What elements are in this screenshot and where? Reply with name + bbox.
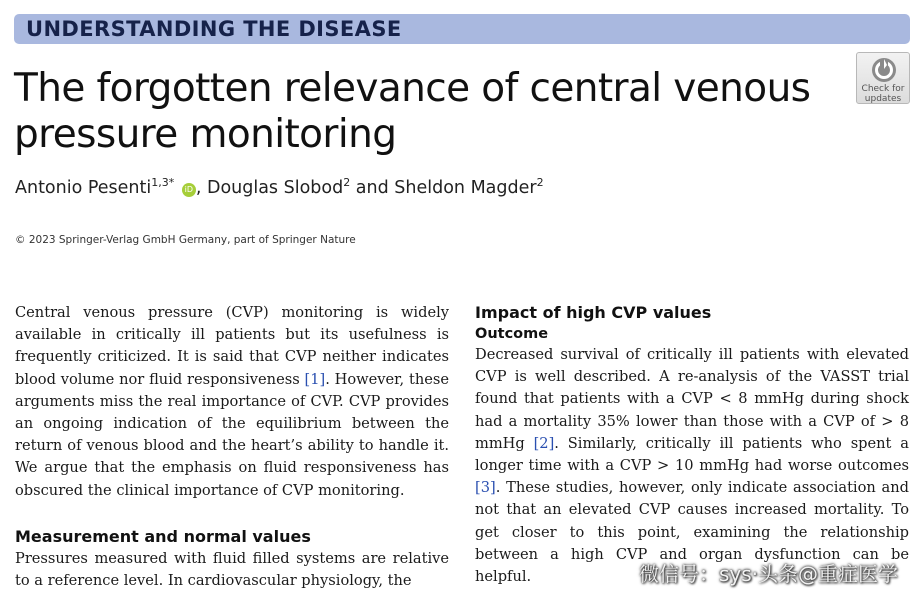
section-heading: Measurement and normal values bbox=[15, 526, 311, 546]
outcome-paragraph: Decreased survival of critically ill patients with elevated CVP is well described. A re-analysis of the VASST trial found that patients with a CVP < 8 mmHg during shock had a mortality 35% lower than those with a CVP of > 8 mmHg [2]. Similarly, critically ill patients who spent a longer time with a CVP > 10 mmHg had worse outcomes [3]. These studies, however, only indicate association and not that an elevated CVP causes increased mortality. To get closer to this point, examining the relationship between a high CVP and organ dysfunction can be helpful. bbox=[475, 346, 909, 586]
citation-link[interactable]: [2] bbox=[533, 434, 555, 452]
watermark-text: 微信号：sys·头条@重症医学 bbox=[639, 562, 899, 586]
author-affiliation: 2 bbox=[536, 176, 544, 189]
subsection-heading: Outcome bbox=[475, 326, 549, 342]
refresh-icon bbox=[870, 56, 898, 84]
section-paragraph: Pressures measured with fluid filled systems are relative to a reference level. In cardiovascular physiology, the bbox=[15, 549, 449, 590]
section-heading: Impact of high CVP values bbox=[475, 303, 712, 322]
author-affiliation: 2 bbox=[343, 176, 351, 189]
article-title: The forgotten relevance of central venous pressure monitoring bbox=[14, 66, 811, 157]
right-column bbox=[475, 302, 909, 588]
section-banner-label: UNDERSTANDING THE DISEASE bbox=[26, 17, 402, 41]
author-name[interactable]: Sheldon Magder bbox=[394, 178, 537, 198]
watermark bbox=[605, 558, 898, 587]
check-for-updates-button[interactable] bbox=[856, 52, 910, 104]
wechat-icon bbox=[605, 564, 633, 586]
left-column bbox=[15, 302, 449, 592]
orcid-icon[interactable]: iD bbox=[182, 183, 196, 197]
copyright-notice: © 2023 Springer-Verlag GmbH Germany, part of Springer Nature bbox=[15, 234, 356, 246]
citation-link[interactable]: [3] bbox=[475, 479, 496, 497]
author-list bbox=[15, 178, 544, 198]
intro-paragraph: Central venous pressure (CVP) monitoring is widely available in critically ill patients but its usefulness is frequently criticized. It is said that CVP neither indicates blood volume nor fluid responsiveness [1]. However, these arguments miss the real importance of CVP. CVP provides an ongoing indication of the equilibrium between the return of venous blood and the heart’s ability to handle it. We argue that the emphasis on fluid responsiveness has obscured the clinical importance of CVP monitoring. bbox=[15, 304, 449, 499]
author-affiliation: 1,3* bbox=[151, 176, 175, 189]
check-for-updates-label: Check for updates bbox=[861, 84, 905, 104]
section-banner bbox=[14, 14, 910, 44]
author-separator: , bbox=[195, 178, 207, 198]
author-name[interactable]: Douglas Slobod bbox=[206, 178, 344, 198]
author-separator: and bbox=[350, 178, 395, 198]
citation-link[interactable]: [1] bbox=[304, 370, 326, 388]
author-name[interactable]: Antonio Pesenti bbox=[15, 178, 152, 198]
